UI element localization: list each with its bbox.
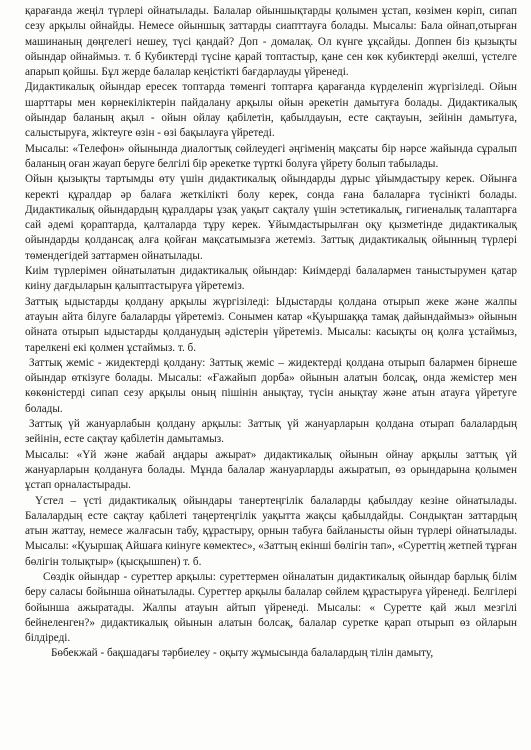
paragraph-1: қарағанда жеңіл түрлері ойнатылады. Балалар ойыншықтарды қолымен ұстап, көзімен көріп, сипап сезу арқылы ойнайды. Немесе ойыншық заттарды сиапттауға болады. Мысалы: Бала ойнап,отырған машинаның дөңгелегі нешеу, түсі қандай? Доп - домалақ. Ол күнге ұқсайды. Доппен біз қызықты ойындар ойнаймыз. т. б Кубиктерді түсіне қарай топтастыр, қане сен көк кубиктерді әкелші, үстелге апарып қойшы. Бұл жерде балалар кеңістікті бағдарлауды үйренеді. (25, 5, 517, 79)
paragraph-10: Үстел – үсті дидактикалық ойындары танертеңгілік балаларды қабылдау кезіне ойнатылады. Балалардың есте сақтау қабілеті таңертеңгілік уақытта жақсы қабылдайды. Сондықтан заттардың атын жаттау, немесе жалғасын табу, құрастыру, орнын табуға байланысты ойын түрлері ойнатылады. Мысалы: «Қуыршақ Айшаға киінуге көмектес», «Заттың екінші бөлігін тап», «Суреттің жетпей тұрған бөлігін толықтыр» (қысқышпен) т. б. (25, 494, 518, 568)
paragraph-3: Мысалы: «Телефон» ойынында диалогтық сөйлеудегі әңгіменің мақсаты бір нәрсе жайында сұралып баланың оған жауап беруге белгілі бір әрекетке түрткі болуға үйрету болып табылады. (25, 142, 517, 170)
paragraph-8: Заттық үй жануарлабын қолдану арқылы: Заттық үй жануарларын қолдана отырап балалардың зейінін, есте сақтау қабілетін дамытамыз. (25, 418, 517, 446)
paragraph-2: Дидактикалық ойындар ересек топтарда төменгі топтарға қарағанда күрделеніп жүргізіледі. Ойын шарттары мен көрнекіліктерін пайдалану арқылы ойын әрекетін дамытуға болады. Дидактикалық ойындар баланың ақыл - ойын ойлау қабілетін, қабылдауын, есте сақтауын, зейінін дамытуға, салыстыруға, жіктеуге өзін - өзі бақылауға үйретеді. (25, 81, 517, 140)
paragraph-11: Сөздік ойындар - суреттер арқылы: суреттермен ойналатын дидактикалық ойындар барлық білім беру саласы бойынша ойнатылады. Суреттер арқылы балалар сөйлем құрастыруға үйренеді. Белгілері бойынша ажыратады. Жалпы атауын айтып үйренеді. Мысалы: « Суретте қай жыл мезгілі бейнеленген?» дидактикалық ойынын алатын болсақ, балалар суретке қарап отырып өз ойларын білдіреді. (25, 570, 517, 645)
document-body (25, 4, 517, 662)
paragraph-7: Заттық жеміс - жидектерді қолдану: Заттық жеміс – жидектерді қолдана отырып балармен бірнеше ойындар өткізуге болады. Мысалы: «Ғажайып дорба» ойынын алатын болсақ, онда жемістер мен көкөністерді сипап сезу арқылы оның пішінін анықтау, түсін анықтау және атын атауға үйретуге болады. (25, 356, 517, 415)
paragraph-12: Бөбекжай - бақшадағы тәрбиелеу - оқыту жұмысында балалардың тілін дамыту, (51, 647, 434, 660)
paragraph-5: Киім түрлерімен ойнатылатын дидактикалық ойындар: Киімдерді балалармен таныстырумен қатар киіну дағдыларын қалыптастыруға үйретеміз. (25, 265, 517, 293)
paragraph-4: Ойын қызықты тартымды өту үшін дидактикалық ойындарды дұрыс ұйымдастыру керек. Ойынға керекті құралдар әр балаға жеткілікті болу керек, сонда ғана балаларға түсінікті болады. Дидактикалық ойындардың құралдары ұзақ уақыт сақталу үшін эстетикалық, гигиеналық талаптарға сай әдемі қораптарда, қалталарда тұру керек. Ұйымдастырылған оқу қызметінде дидактикалық ойындарды қолдансақ алға қойған мақсатымызға жетеміз. Заттық дидактикалық ойынның түрлері төмендегідей заттармен ойнатылады. (25, 173, 517, 262)
paragraph-9: Мысалы: «Үй және жабай аңдары ажырат» дидактикалық ойынын ойнау арқылы заттық үй жануарларын қолдануға болады. Мұнда балалар жануарларды ажыратып, өз орындарына қолымен ұстап орналастырады. (25, 448, 517, 492)
paragraph-6: Заттық ыдыстарды қолдану арқылы жүргізіледі: Ыдыстарды қолдана отырып жеке және жалпы атауын айта білуге балаларды үйретеміз. Сонымен катар «Қуыршаққа тамақ дайындаймыз» ойынын ойната отырып ыдыстарды қолданудың әдістерін үйретеміз. Мысалы: касықты оң қолға ұстаймыз, тарелкені екі қолмен ұстаймыз. т. б. (25, 295, 517, 354)
